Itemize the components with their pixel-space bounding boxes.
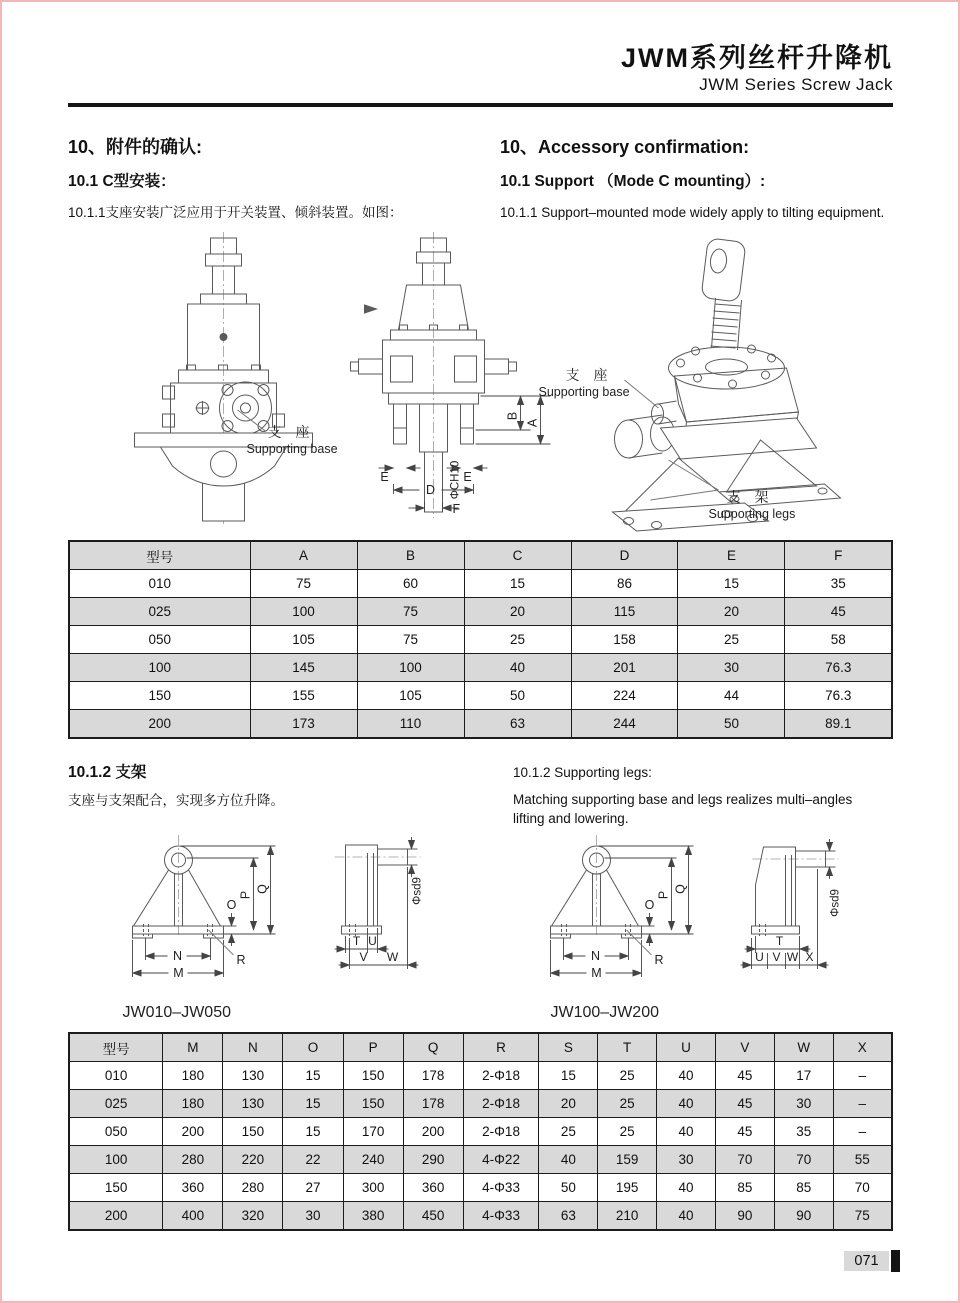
- column-header: 型号: [69, 1033, 163, 1062]
- header-rule: [68, 103, 893, 107]
- side-view-drawing: [351, 232, 551, 518]
- table-cell: 300: [343, 1174, 403, 1202]
- front-view-label-en: Supporting base: [246, 442, 338, 456]
- table-row: [69, 1174, 892, 1202]
- dim-label-p2: P: [656, 890, 671, 900]
- iso-label-base-cn: 支 座: [565, 367, 608, 383]
- table-cell: 100: [69, 654, 250, 682]
- table-cell: 100: [357, 654, 464, 682]
- table-cell: 050: [69, 626, 250, 654]
- table-cell: 180: [163, 1090, 223, 1118]
- column-header: N: [223, 1033, 283, 1062]
- table-cell: 76.3: [785, 654, 892, 682]
- table-cell: 25: [598, 1090, 657, 1118]
- column-header: U: [657, 1033, 716, 1062]
- table-cell: 280: [163, 1146, 223, 1174]
- table-cell: 100: [69, 1146, 163, 1174]
- table-cell: 90: [774, 1202, 833, 1231]
- table-cell: 150: [69, 682, 250, 710]
- table-row: [69, 598, 892, 626]
- dim-label-phi-sd9-large: Φsd9: [829, 889, 842, 917]
- table-cell: 130: [223, 1062, 283, 1090]
- table-cell: 025: [69, 598, 250, 626]
- table-cell: 150: [69, 1174, 163, 1202]
- table-cell: –: [833, 1062, 892, 1090]
- caption-jw100-jw200: JW100–JW200: [550, 1004, 659, 1021]
- table-cell: 195: [598, 1174, 657, 1202]
- table-cell: 010: [69, 570, 250, 598]
- page-number: 071: [844, 1251, 889, 1271]
- section-intro-english: [500, 133, 900, 223]
- column-header: B: [357, 541, 464, 570]
- table-cell: 240: [343, 1146, 403, 1174]
- iso-label-legs-en: Supporting legs: [708, 507, 796, 521]
- dim-label-a: A: [525, 418, 540, 428]
- dim-label-r2: R: [654, 953, 664, 967]
- table-cell: 40: [464, 654, 571, 682]
- table-cell: 4-Φ33: [463, 1174, 539, 1202]
- column-header: X: [833, 1033, 892, 1062]
- table-cell: 201: [571, 654, 678, 682]
- dim-label-q: Q: [255, 884, 270, 894]
- column-header: R: [463, 1033, 539, 1062]
- table-cell: 400: [163, 1202, 223, 1231]
- dim-label-phi-ch10: ΦCH10: [449, 460, 462, 500]
- dim-label-v-small: V: [359, 950, 368, 964]
- table-cell: 45: [715, 1062, 774, 1090]
- table-cell: 89.1: [785, 710, 892, 739]
- table-cell: 85: [774, 1174, 833, 1202]
- section-legs-english: [513, 763, 903, 829]
- table-cell: 44: [678, 682, 785, 710]
- table-cell: 40: [657, 1062, 716, 1090]
- table-cell: 35: [774, 1118, 833, 1146]
- legs-heading-cn: 10.1.2 支架: [68, 764, 147, 781]
- dim-label-o2: O: [644, 898, 655, 912]
- table-cell: 90: [715, 1202, 774, 1231]
- dim-label-u-small: U: [368, 934, 377, 948]
- table-cell: 320: [223, 1202, 283, 1231]
- column-header: V: [715, 1033, 774, 1062]
- table-cell: 210: [598, 1202, 657, 1231]
- table-cell: –: [833, 1118, 892, 1146]
- legs-heading-en: 10.1.2 Supporting legs:: [513, 765, 652, 780]
- column-header: D: [571, 541, 678, 570]
- table-header-row: [69, 1033, 892, 1062]
- table-cell: 115: [571, 598, 678, 626]
- table-cell: 150: [343, 1062, 403, 1090]
- dim-label-e-left: E: [380, 470, 389, 484]
- column-header: F: [785, 541, 892, 570]
- table-cell: 280: [223, 1174, 283, 1202]
- table-row: [69, 710, 892, 739]
- table-cell: 50: [464, 682, 571, 710]
- table-cell: 105: [250, 626, 357, 654]
- iso-view-drawing: [539, 238, 841, 531]
- dim-label-m2: M: [591, 966, 602, 980]
- dim-label-phi-sd9-small: Φsd9: [411, 877, 424, 905]
- table-cell: 130: [223, 1090, 283, 1118]
- table-cell: 30: [774, 1090, 833, 1118]
- iso-label-legs-cn: 支 架: [726, 489, 769, 505]
- table-cell: 70: [833, 1174, 892, 1202]
- table-cell: 40: [539, 1146, 598, 1174]
- table-row: [69, 626, 892, 654]
- table-cell: 75: [357, 598, 464, 626]
- dim-label-p: P: [238, 890, 253, 900]
- table-cell: 2-Φ18: [463, 1118, 539, 1146]
- dim-label-u-large: U: [755, 950, 764, 964]
- table-cell: 15: [678, 570, 785, 598]
- dim-label-m: M: [173, 966, 184, 980]
- figure-screw-jack-views: [68, 228, 893, 533]
- dim-label-d: D: [425, 483, 436, 497]
- table-row: [69, 682, 892, 710]
- table-cell: 290: [403, 1146, 463, 1174]
- section-heading-en: 10、Accessory confirmation:: [500, 137, 750, 157]
- table-cell: 105: [357, 682, 464, 710]
- table-cell: 45: [715, 1090, 774, 1118]
- page-title-chinese: JWM系列丝杆升降机: [621, 43, 893, 73]
- table-row: [69, 1146, 892, 1174]
- table-cell: 50: [678, 710, 785, 739]
- table-cell: 63: [464, 710, 571, 739]
- front-view-drawing: [135, 232, 338, 524]
- table-cell: 15: [283, 1062, 343, 1090]
- dim-label-t-small: T: [352, 934, 361, 948]
- table-cell: 200: [163, 1118, 223, 1146]
- table-cell: 30: [283, 1202, 343, 1231]
- table-cell: 200: [69, 710, 250, 739]
- table-cell: 45: [715, 1118, 774, 1146]
- table-cell: 40: [657, 1174, 716, 1202]
- table-cell: 45: [785, 598, 892, 626]
- table-cell: 025: [69, 1090, 163, 1118]
- dim-label-b: B: [505, 411, 520, 421]
- table-cell: 30: [657, 1146, 716, 1174]
- table-cell: 145: [250, 654, 357, 682]
- bracket-large-side-drawing: [741, 839, 842, 969]
- dim-label-q2: Q: [673, 884, 688, 894]
- dim-label-w-small: W: [386, 950, 399, 964]
- table-cell: 4-Φ33: [463, 1202, 539, 1231]
- table-cell: 15: [283, 1118, 343, 1146]
- table-cell: 15: [539, 1062, 598, 1090]
- table-cell: 158: [571, 626, 678, 654]
- bracket-large-front-drawing: [551, 835, 694, 980]
- page-number-bar: [891, 1250, 900, 1272]
- table-cell: 70: [715, 1146, 774, 1174]
- table-cell: 150: [223, 1118, 283, 1146]
- table-row: [69, 1118, 892, 1146]
- table-header-row: [69, 541, 892, 570]
- table-cell: 75: [833, 1202, 892, 1231]
- figure-bracket-views: [68, 833, 893, 1025]
- bracket-small-side-drawing: [335, 837, 424, 969]
- table-cell: 40: [657, 1202, 716, 1231]
- subsection-heading-cn: 10.1 C型安装：: [68, 173, 176, 190]
- dim-label-o: O: [226, 898, 237, 912]
- table-cell: 20: [678, 598, 785, 626]
- table-cell: 25: [678, 626, 785, 654]
- table-cell: 60: [357, 570, 464, 598]
- front-view-label-cn: 支 座: [267, 424, 310, 440]
- table-cell: 76.3: [785, 682, 892, 710]
- table-cell: 30: [678, 654, 785, 682]
- subsection-heading-en: 10.1 Support （Mode C mounting）:: [500, 173, 766, 190]
- table-cell: 178: [403, 1062, 463, 1090]
- table-cell: 178: [403, 1090, 463, 1118]
- body-text-en: 10.1.1 Support–mounted mode widely apply to tilting equipment.: [500, 205, 885, 220]
- caption-jw010-jw050: JW010–JW050: [122, 1004, 231, 1021]
- dim-label-t-large: T: [775, 934, 784, 948]
- table-row: [69, 570, 892, 598]
- table-row: [69, 1062, 892, 1090]
- table-cell: 2-Φ18: [463, 1090, 539, 1118]
- table-cell: 4-Φ22: [463, 1146, 539, 1174]
- table-cell: 050: [69, 1118, 163, 1146]
- legs-body-en-line1: Matching supporting base and legs realizes multi–angles: [513, 791, 853, 807]
- table-cell: 86: [571, 570, 678, 598]
- table-cell: 85: [715, 1174, 774, 1202]
- table-cell: 220: [223, 1146, 283, 1174]
- column-header: E: [678, 541, 785, 570]
- table-cell: 100: [250, 598, 357, 626]
- spec-table-supporting-legs: [68, 1032, 893, 1231]
- table-cell: 50: [539, 1174, 598, 1202]
- table-cell: 450: [403, 1202, 463, 1231]
- table-cell: 22: [283, 1146, 343, 1174]
- column-header: T: [598, 1033, 657, 1062]
- table-cell: 25: [598, 1062, 657, 1090]
- table-cell: 75: [250, 570, 357, 598]
- page-header: [68, 42, 893, 95]
- table-cell: 75: [357, 626, 464, 654]
- column-header: C: [464, 541, 571, 570]
- table-cell: 150: [343, 1090, 403, 1118]
- dim-label-e-right: E: [463, 470, 472, 484]
- table-cell: 244: [571, 710, 678, 739]
- table-cell: 224: [571, 682, 678, 710]
- table-cell: 200: [69, 1202, 163, 1231]
- table-cell: 110: [357, 710, 464, 739]
- table-cell: 155: [250, 682, 357, 710]
- page-title-english: JWM Series Screw Jack: [699, 75, 893, 95]
- column-header: Q: [403, 1033, 463, 1062]
- table-cell: 2-Φ18: [463, 1062, 539, 1090]
- dim-label-n: N: [172, 949, 183, 963]
- dim-label-n2: N: [590, 949, 601, 963]
- dim-label-x-large: X: [805, 950, 814, 964]
- table-cell: 63: [539, 1202, 598, 1231]
- table-cell: 17: [774, 1062, 833, 1090]
- legs-body-en-line2: lifting and lowering.: [513, 811, 629, 827]
- table-cell: 40: [657, 1118, 716, 1146]
- iso-label-base-en: Supporting base: [538, 385, 630, 399]
- table-cell: 15: [283, 1090, 343, 1118]
- table-cell: 55: [833, 1146, 892, 1174]
- bracket-small-front-drawing: [133, 835, 276, 980]
- table-cell: 25: [598, 1118, 657, 1146]
- table-cell: 35: [785, 570, 892, 598]
- table-cell: 010: [69, 1062, 163, 1090]
- section-heading-cn: 10、附件的确认:: [68, 137, 203, 157]
- column-header: O: [283, 1033, 343, 1062]
- table-cell: 360: [163, 1174, 223, 1202]
- table-row: [69, 1090, 892, 1118]
- table-cell: 70: [774, 1146, 833, 1174]
- table-cell: 27: [283, 1174, 343, 1202]
- column-header: W: [774, 1033, 833, 1062]
- column-header: S: [539, 1033, 598, 1062]
- table-cell: 170: [343, 1118, 403, 1146]
- table-cell: 20: [539, 1090, 598, 1118]
- table-cell: 58: [785, 626, 892, 654]
- table-cell: 25: [464, 626, 571, 654]
- table-cell: 15: [464, 570, 571, 598]
- table-cell: 20: [464, 598, 571, 626]
- column-header: M: [163, 1033, 223, 1062]
- column-header: 型号: [69, 541, 250, 570]
- table-row: [69, 654, 892, 682]
- table-cell: 25: [539, 1118, 598, 1146]
- section-legs-chinese: [68, 760, 488, 811]
- table-cell: 180: [163, 1062, 223, 1090]
- table-cell: 360: [403, 1174, 463, 1202]
- table-cell: 200: [403, 1118, 463, 1146]
- table-cell: 380: [343, 1202, 403, 1231]
- dim-label-v-large: V: [772, 950, 781, 964]
- legs-body-cn: 支座与支架配合，实现多方位升降。: [68, 793, 284, 808]
- section-intro-chinese: [68, 133, 488, 223]
- column-header: P: [343, 1033, 403, 1062]
- dim-label-w-large: W: [786, 950, 799, 964]
- table-cell: 173: [250, 710, 357, 739]
- dim-label-f: F: [452, 502, 461, 516]
- spec-table-support-base: [68, 540, 893, 739]
- dim-label-r: R: [236, 953, 246, 967]
- body-text-cn: 10.1.1支座安装广泛应用于开关装置、倾斜装置。如图：: [68, 205, 403, 220]
- table-cell: 40: [657, 1090, 716, 1118]
- table-row: [69, 1202, 892, 1231]
- column-header: A: [250, 541, 357, 570]
- table-cell: 159: [598, 1146, 657, 1174]
- table-cell: –: [833, 1090, 892, 1118]
